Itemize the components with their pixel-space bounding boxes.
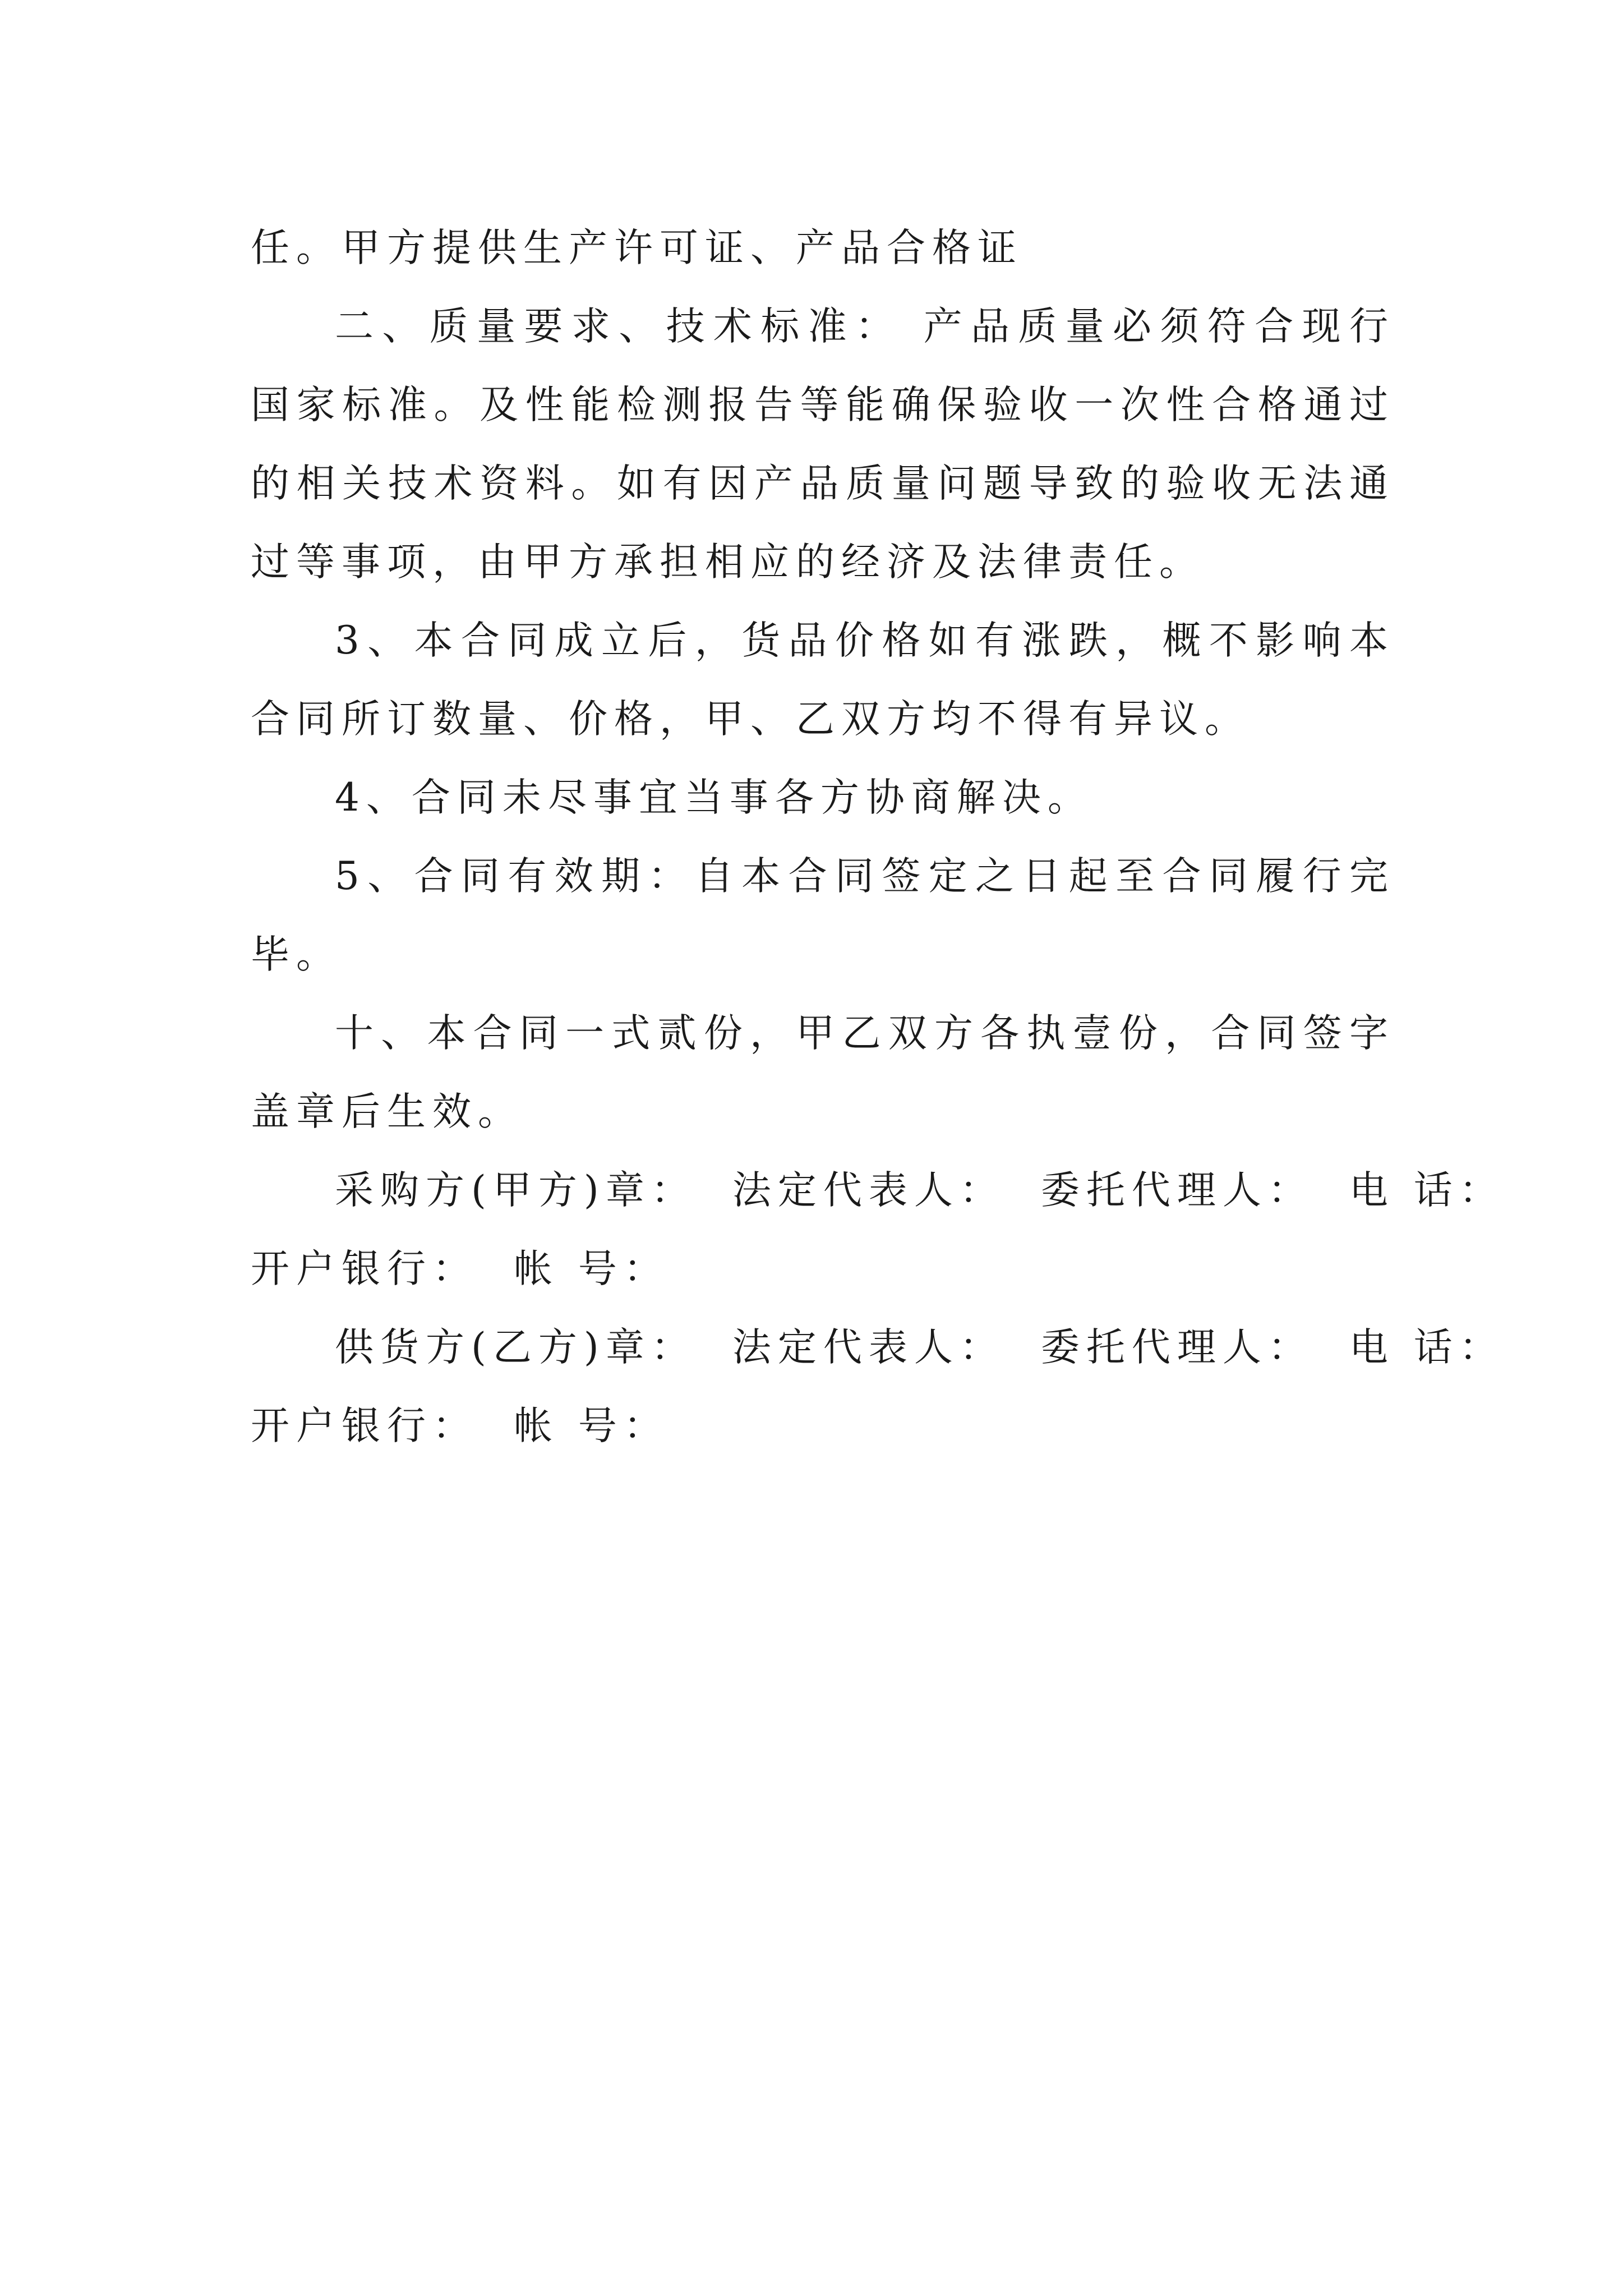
party-a-phone-label: 电 话： <box>1349 1168 1505 1213</box>
party-b-seal-label: 供货方(乙方)章： <box>335 1325 697 1370</box>
document-body <box>251 209 1505 1465</box>
party-a-line-1 <box>251 1151 1505 1230</box>
party-b-phone-label: 电 话： <box>1349 1325 1505 1370</box>
party-a-bank-label: 开户银行： <box>251 1246 478 1291</box>
paragraph-validity-period: 5、合同有效期：自本合同签定之日起至合同履行完毕。 <box>251 854 1395 977</box>
paragraph-copies-clause: 十、本合同一式贰份，甲乙双方各执壹份，合同签字盖章后生效。 <box>251 1011 1395 1134</box>
party-a-agent-label: 委托代理人： <box>1040 1168 1313 1213</box>
party-b-signature-block <box>251 1308 1505 1465</box>
paragraph-unresolved-matters: 4、合同未尽事宜当事各方协商解决。 <box>335 775 1093 820</box>
party-a-line-2 <box>251 1230 1395 1308</box>
party-a-signature-block <box>251 1151 1505 1308</box>
party-b-agent-label: 委托代理人： <box>1040 1325 1313 1370</box>
party-a-seal-label: 采购方(甲方)章： <box>335 1168 697 1213</box>
party-b-bank-label: 开户银行： <box>251 1404 478 1448</box>
party-a-account-label: 帐 号： <box>514 1246 669 1291</box>
party-b-line-2 <box>251 1387 1395 1465</box>
paragraph-quality-requirements: 二、质量要求、技术标准： 产品质量必须符合现行国家标准。及性能检测报告等能确保验收一次性合格通过的相关技术资料。如有因产品质量问题导致的验收无法通过等事项，由甲方承担相应的经济及法律责任。 <box>251 304 1395 585</box>
paragraph-continuation: 任。甲方提供生产许可证、产品合格证 <box>251 226 1023 270</box>
party-b-line-1 <box>251 1308 1505 1387</box>
party-b-legal-rep-label: 法定代表人： <box>732 1325 1005 1370</box>
paragraph-price-clause: 3、本合同成立后，货品价格如有涨跌，概不影响本合同所订数量、价格，甲、乙双方均不得有异议。 <box>251 618 1395 742</box>
party-b-account-label: 帐 号： <box>514 1404 669 1448</box>
party-a-legal-rep-label: 法定代表人： <box>732 1168 1005 1213</box>
